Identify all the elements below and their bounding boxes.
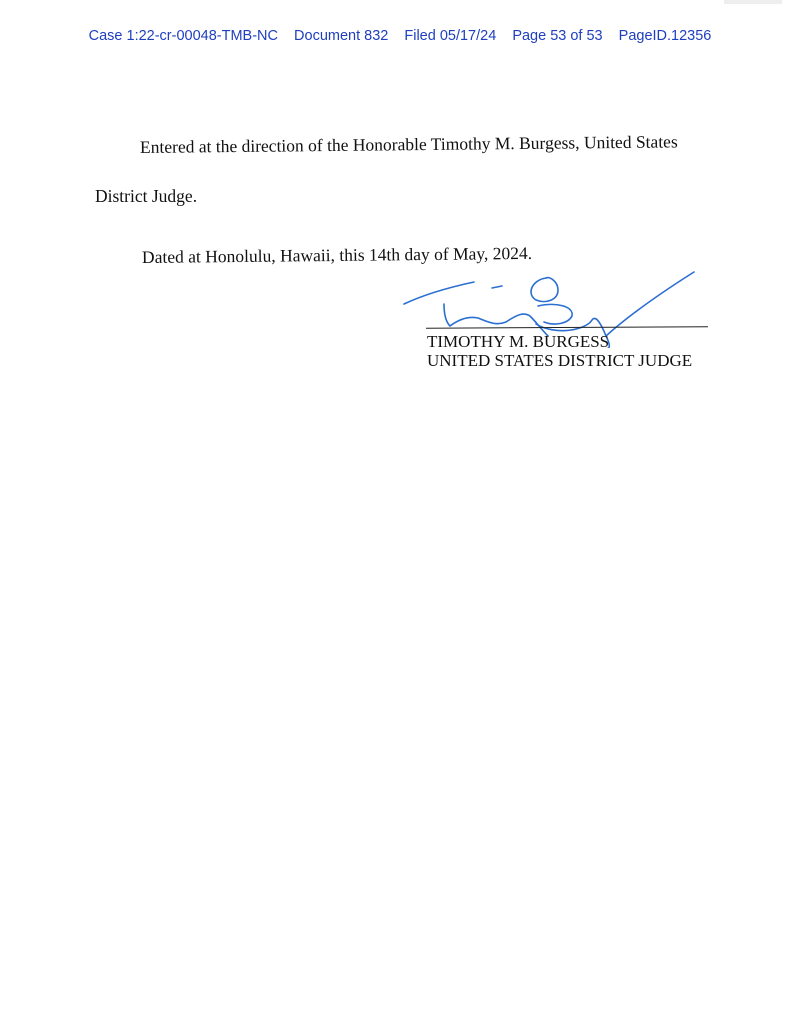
document-number: Document 832 <box>294 28 389 44</box>
page-number: Page 53 of 53 <box>512 28 603 44</box>
filing-header <box>0 28 800 44</box>
signer-name: TIMOTHY M. BURGESS <box>427 332 610 351</box>
filed-date: Filed 05/17/24 <box>404 28 497 44</box>
scan-edge-mark <box>724 0 782 4</box>
case-number: Case 1:22-cr-00048-TMB-NC <box>88 28 278 44</box>
entry-paragraph-line1: Entered at the direction of the Honorable Timothy M. Burgess, United States <box>139 131 678 157</box>
signer-title: UNITED STATES DISTRICT JUDGE <box>427 351 693 370</box>
page-id: PageID.12356 <box>618 28 712 44</box>
entry-paragraph-line2: District Judge. <box>95 186 198 206</box>
dated-paragraph: Dated at Honolulu, Hawaii, this 14th day of May, 2024. <box>141 242 533 267</box>
